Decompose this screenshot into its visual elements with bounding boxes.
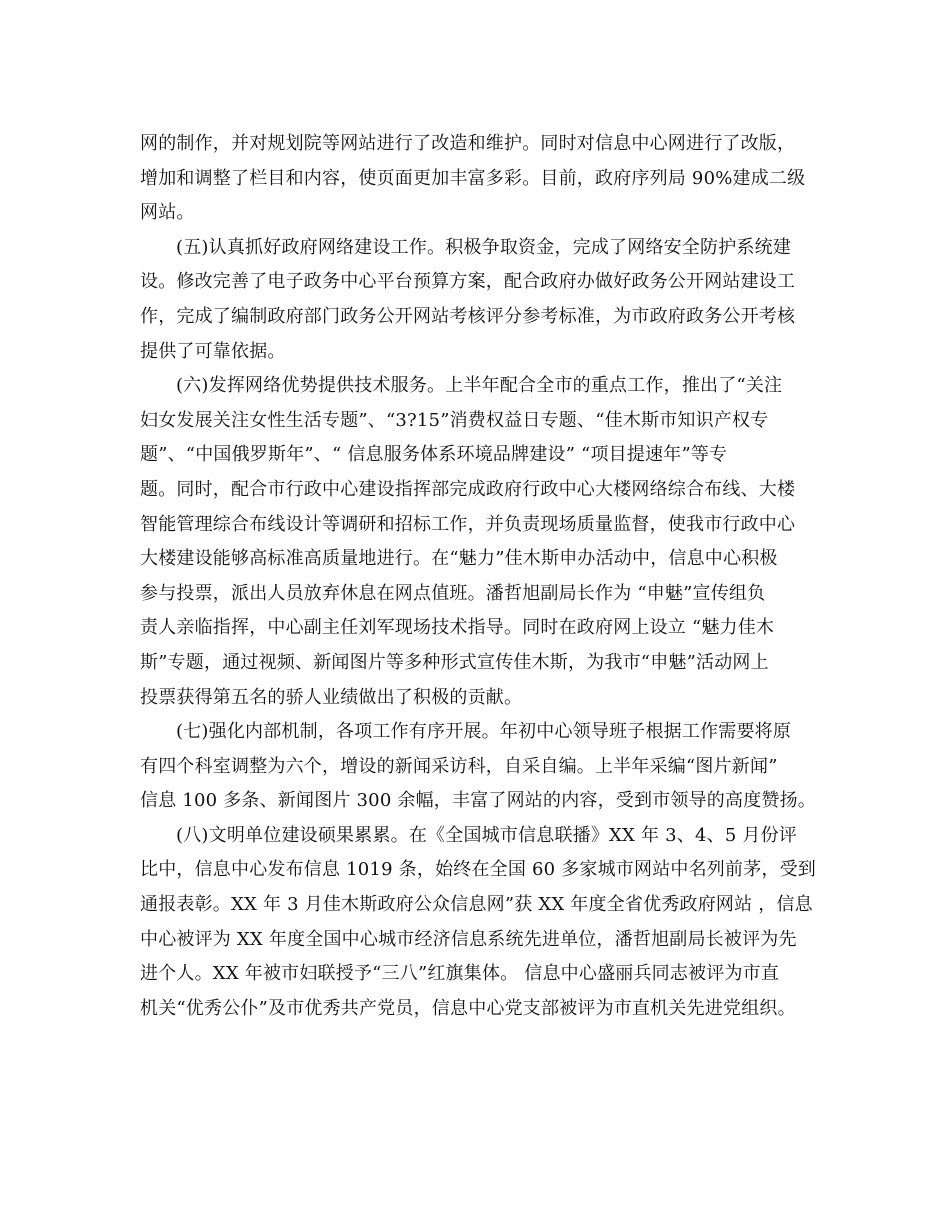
- section-heading-line: (八)文明单位建设硕果累累。在《全国城市信息联播》XX 年 3、4、5 月份评: [176, 824, 797, 846]
- text-line: 斯”专题，通过视频、新闻图片等多种形式宣传佳木斯，为我市“申魅”活动网上: [140, 651, 769, 673]
- document-body: [140, 127, 830, 1026]
- text-line: 智能管理综合布线设计等调研和招标工作，并负责现场质量监督，使我市行政中心: [140, 513, 796, 535]
- text-line: 投票获得第五名的骄人业绩做出了积极的贡献。: [140, 686, 523, 708]
- text-line: 大楼建设能够高标准高质量地进行。在“魅力”佳木斯申办活动中，信息中心积极: [140, 548, 778, 570]
- section-heading-line: (六)发挥网络优势提供技术服务。上半年配合全市的重点工作，推出了“关注: [176, 375, 783, 397]
- text-line: 比中，信息中心发布信息 1019 条，始终在全国 60 多家城市网站中名列前茅，受到: [140, 859, 816, 881]
- text-line: 提供了可靠依据。: [140, 340, 286, 362]
- text-line: 信息 100 多条、新闻图片 300 余幅，丰富了网站的内容，受到市领导的高度赞扬。: [140, 790, 816, 812]
- text-line: 中心被评为 XX 年度全国中心城市经济信息系统先进单位，潘哲旭副局长被评为先: [140, 928, 797, 950]
- text-line: 参与投票，派出人员放弃休息在网点值班。潘哲旭副局长作为 “申魅”宣传组负: [140, 582, 766, 604]
- text-line: 题。同时，配合市行政中心建设指挥部完成政府行政中心大楼网络综合布线、大楼: [140, 478, 796, 500]
- text-line: 作，完成了编制政府部门政务公开网站考核评分参考标准，为市政府政务公开考核: [140, 305, 796, 327]
- text-line: 进个人。XX 年被市妇联授予“三八”红旗集体。 信息中心盛丽兵同志被评为市直: [140, 963, 780, 985]
- text-line: 题”、“中国俄罗斯年”、“ 信息服务体系环境品牌建设” “项目提速年”等专: [140, 444, 728, 466]
- text-line: 妇女发展关注女性生活专题”、“3?15”消费权益日专题、“佳木斯市知识产权专: [140, 409, 769, 431]
- section-heading-line: (七)强化内部机制，各项工作有序开展。年初中心领导班子根据工作需要将原: [176, 721, 792, 743]
- section-heading-line: (五)认真抓好政府网络建设工作。积极争取资金，完成了网络安全防护系统建: [176, 236, 792, 258]
- text-line: 责人亲临指挥，中心副主任刘军现场技术指导。同时在政府网上设立 “魅力佳木: [140, 617, 775, 639]
- text-line: 机关“优秀公仆”及市优秀共产党员，信息中心党支部被评为市直机关先进党组织。: [140, 997, 796, 1019]
- text-line: 增加和调整了栏目和内容，使页面更加丰富多彩。目前，政府序列局 90%建成二级: [140, 167, 806, 189]
- text-line: 有四个科室调整为六个，增设的新闻采访科，自采自编。上半年采编“图片新闻”: [140, 755, 778, 777]
- text-line: 网站。: [140, 202, 195, 224]
- text-line: 通报表彰。XX 年 3 月佳木斯政府公众信息网”获 XX 年度全省优秀政府网站 ，信息: [140, 894, 813, 916]
- text-line: 设。修改完善了电子政务中心平台预算方案，配合政府办做好政务公开网站建设工: [140, 271, 796, 293]
- text-line: 网的制作，并对规划院等网站进行了改造和维护。同时对信息中心网进行了改版，: [140, 133, 796, 154]
